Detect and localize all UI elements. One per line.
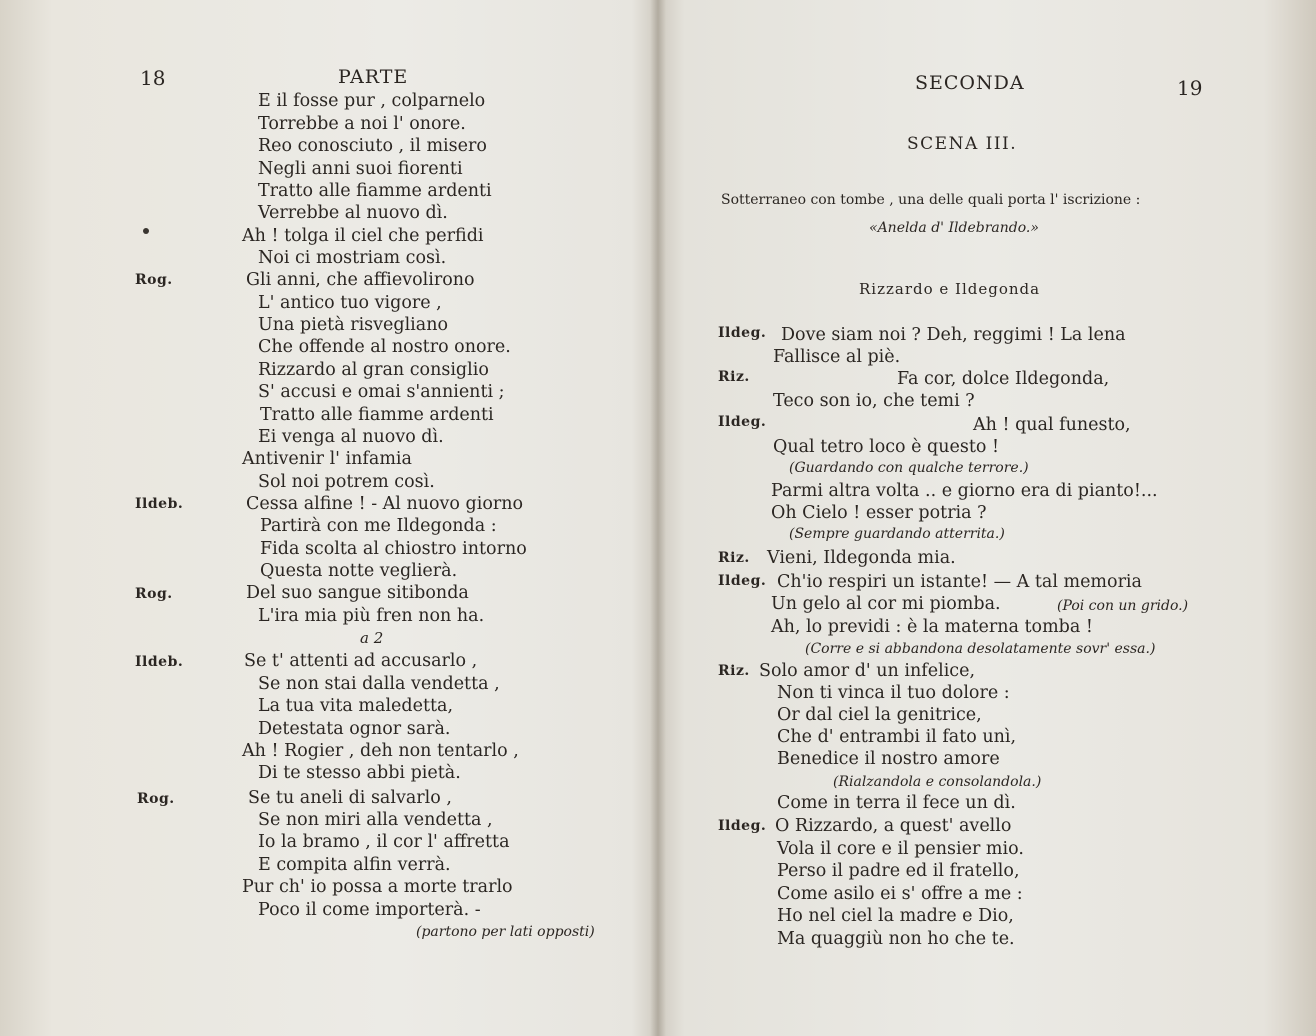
right-page xyxy=(661,0,1316,1036)
verse-line: Se tu aneli di salvarlo , xyxy=(248,788,452,808)
verse-line: Ah ! tolga il ciel che perfidi xyxy=(242,226,484,246)
verse-line: La tua vita maledetta, xyxy=(258,696,454,716)
verse-line: Gli anni, che affievolirono xyxy=(246,270,475,290)
verse-line: Ho nel ciel la madre e Dio, xyxy=(777,906,1014,926)
verse-line: Come asilo ei s' offre a me : xyxy=(777,884,1023,904)
verse-line: Vieni, Ildegonda mia. xyxy=(767,548,956,568)
stage-direction: (Corre e si abbandona desolatamente sovr' essa.) xyxy=(805,641,1156,657)
verse-line: Reo conosciuto , il misero xyxy=(258,136,487,156)
running-head-left: PARTE xyxy=(338,66,409,88)
stage-direction: (partono per lati opposti) xyxy=(416,924,595,940)
speaker-label: Ildeg. xyxy=(718,573,767,589)
stage-direction: (Poi con un grido.) xyxy=(1057,598,1189,614)
verse-line: Io la bramo , il cor l' affretta xyxy=(258,832,510,852)
verse-line: Parmi altra volta .. e giorno era di pianto!... xyxy=(771,481,1158,501)
stage-direction: (Guardando con qualche terrore.) xyxy=(789,460,1029,476)
verse-line: O Rizzardo, a quest' avello xyxy=(775,816,1012,836)
verse-line: Rizzardo al gran consiglio xyxy=(258,360,489,380)
a-due-marker: a 2 xyxy=(360,629,384,647)
speaker-label: Riz. xyxy=(718,663,750,679)
verse-line: Ma quaggiù non ho che te. xyxy=(777,929,1015,949)
speaker-label: Rog. xyxy=(137,791,175,807)
verse-line: Ah ! Rogier , deh non tentarlo , xyxy=(242,741,519,761)
verse-line: Del suo sangue sitibonda xyxy=(246,583,469,603)
ink-speck xyxy=(143,228,149,234)
speaker-label: Riz. xyxy=(718,550,750,566)
verse-line: E compita alfin verrà. xyxy=(258,855,451,875)
verse-line: Se non miri alla vendetta , xyxy=(258,810,493,830)
verse-line: Tratto alle fiamme ardenti xyxy=(260,405,494,425)
speaker-label: Ildeb. xyxy=(135,654,184,670)
stage-direction: (Rialzandola e consolandola.) xyxy=(833,774,1042,790)
setting-line: «Anelda d' Ildebrando.» xyxy=(869,220,1039,236)
verse-line: Tratto alle fiamme ardenti xyxy=(258,181,492,201)
verse-line: Partirà con me Ildegonda : xyxy=(260,516,497,536)
verse-line: Fallisce al piè. xyxy=(773,347,901,367)
verse-line: L'ira mia più fren non ha. xyxy=(258,606,485,626)
verse-line: Poco il come importerà. - xyxy=(258,900,481,920)
verse-line: Ah, lo previdi : è la materna tomba ! xyxy=(771,617,1093,637)
verse-line: E il fosse pur , colparnelo xyxy=(258,91,486,111)
verse-line: Oh Cielo ! esser potria ? xyxy=(771,503,987,523)
character-list: Rizzardo e Ildegonda xyxy=(859,280,1041,298)
verse-line: Pur ch' io possa a morte trarlo xyxy=(242,877,513,897)
speaker-label: Ildeg. xyxy=(718,414,767,430)
verse-line: Di te stesso abbi pietà. xyxy=(258,763,461,783)
verse-line: S' accusi e omai s'annienti ; xyxy=(258,382,505,402)
verse-line: Cessa alfine ! - Al nuovo giorno xyxy=(246,494,524,514)
verse-line: Sol noi potrem così. xyxy=(258,472,435,492)
verse-line: L' antico tuo vigore , xyxy=(258,293,442,313)
verse-line: Un gelo al cor mi piomba. xyxy=(771,594,1001,614)
speaker-label: Ildeg. xyxy=(718,325,767,341)
verse-line: Che d' entrambi il fato unì, xyxy=(777,727,1017,747)
verse-line: Vola il core e il pensier mio. xyxy=(777,839,1024,859)
verse-line: Teco son io, che temi ? xyxy=(773,391,975,411)
speaker-label: Ildeb. xyxy=(135,496,184,512)
verse-line: Torrebbe a noi l' onore. xyxy=(258,114,466,134)
verse-line: Dove siam noi ? Deh, reggimi ! La lena xyxy=(781,325,1126,345)
page-number-right: 19 xyxy=(1177,76,1203,100)
speaker-label: Riz. xyxy=(718,369,750,385)
verse-line: Noi ci mostriam così. xyxy=(258,248,447,268)
verse-line: Or dal ciel la genitrice, xyxy=(777,705,982,725)
verse-line: Solo amor d' un infelice, xyxy=(759,661,976,681)
verse-line: Antivenir l' infamia xyxy=(242,449,412,469)
speaker-label: Rog. xyxy=(135,586,173,602)
verse-line: Una pietà risvegliano xyxy=(258,315,449,335)
verse-line: Qual tetro loco è questo ! xyxy=(773,437,1000,457)
verse-line: Ch'io respiri un istante! — A tal memoria xyxy=(777,572,1142,592)
speaker-label: Rog. xyxy=(135,272,173,288)
scene-title: SCENA III. xyxy=(907,134,1018,154)
verse-line: Ei venga al nuovo dì. xyxy=(258,427,444,447)
verse-line: Perso il padre ed il fratello, xyxy=(777,861,1020,881)
verse-line: Fida scolta al chiostro intorno xyxy=(260,539,527,559)
verse-line: Se non stai dalla vendetta , xyxy=(258,674,500,694)
left-page xyxy=(0,0,655,1036)
verse-line: Verrebbe al nuovo dì. xyxy=(258,203,448,223)
verse-line: Se t' attenti ad accusarlo , xyxy=(244,651,478,671)
running-head-right: SECONDA xyxy=(915,72,1025,94)
verse-line: Questa notte veglierà. xyxy=(260,561,458,581)
verse-line: Che offende al nostro onore. xyxy=(258,337,511,357)
verse-line: Negli anni suoi fiorenti xyxy=(258,159,463,179)
verse-line: Detestata ognor sarà. xyxy=(258,719,451,739)
verse-line: Come in terra il fece un dì. xyxy=(777,793,1016,813)
verse-line: Fa cor, dolce Ildegonda, xyxy=(897,369,1110,389)
page-number-left: 18 xyxy=(140,66,166,90)
verse-line: Ah ! qual funesto, xyxy=(973,415,1131,435)
stage-direction: (Sempre guardando atterrita.) xyxy=(789,526,1005,542)
setting-line: Sotterraneo con tombe , una delle quali porta l' iscrizione : xyxy=(721,192,1141,208)
speaker-label: Ildeg. xyxy=(718,818,767,834)
verse-line: Benedice il nostro amore xyxy=(777,749,1000,769)
verse-line: Non ti vinca il tuo dolore : xyxy=(777,683,1010,703)
